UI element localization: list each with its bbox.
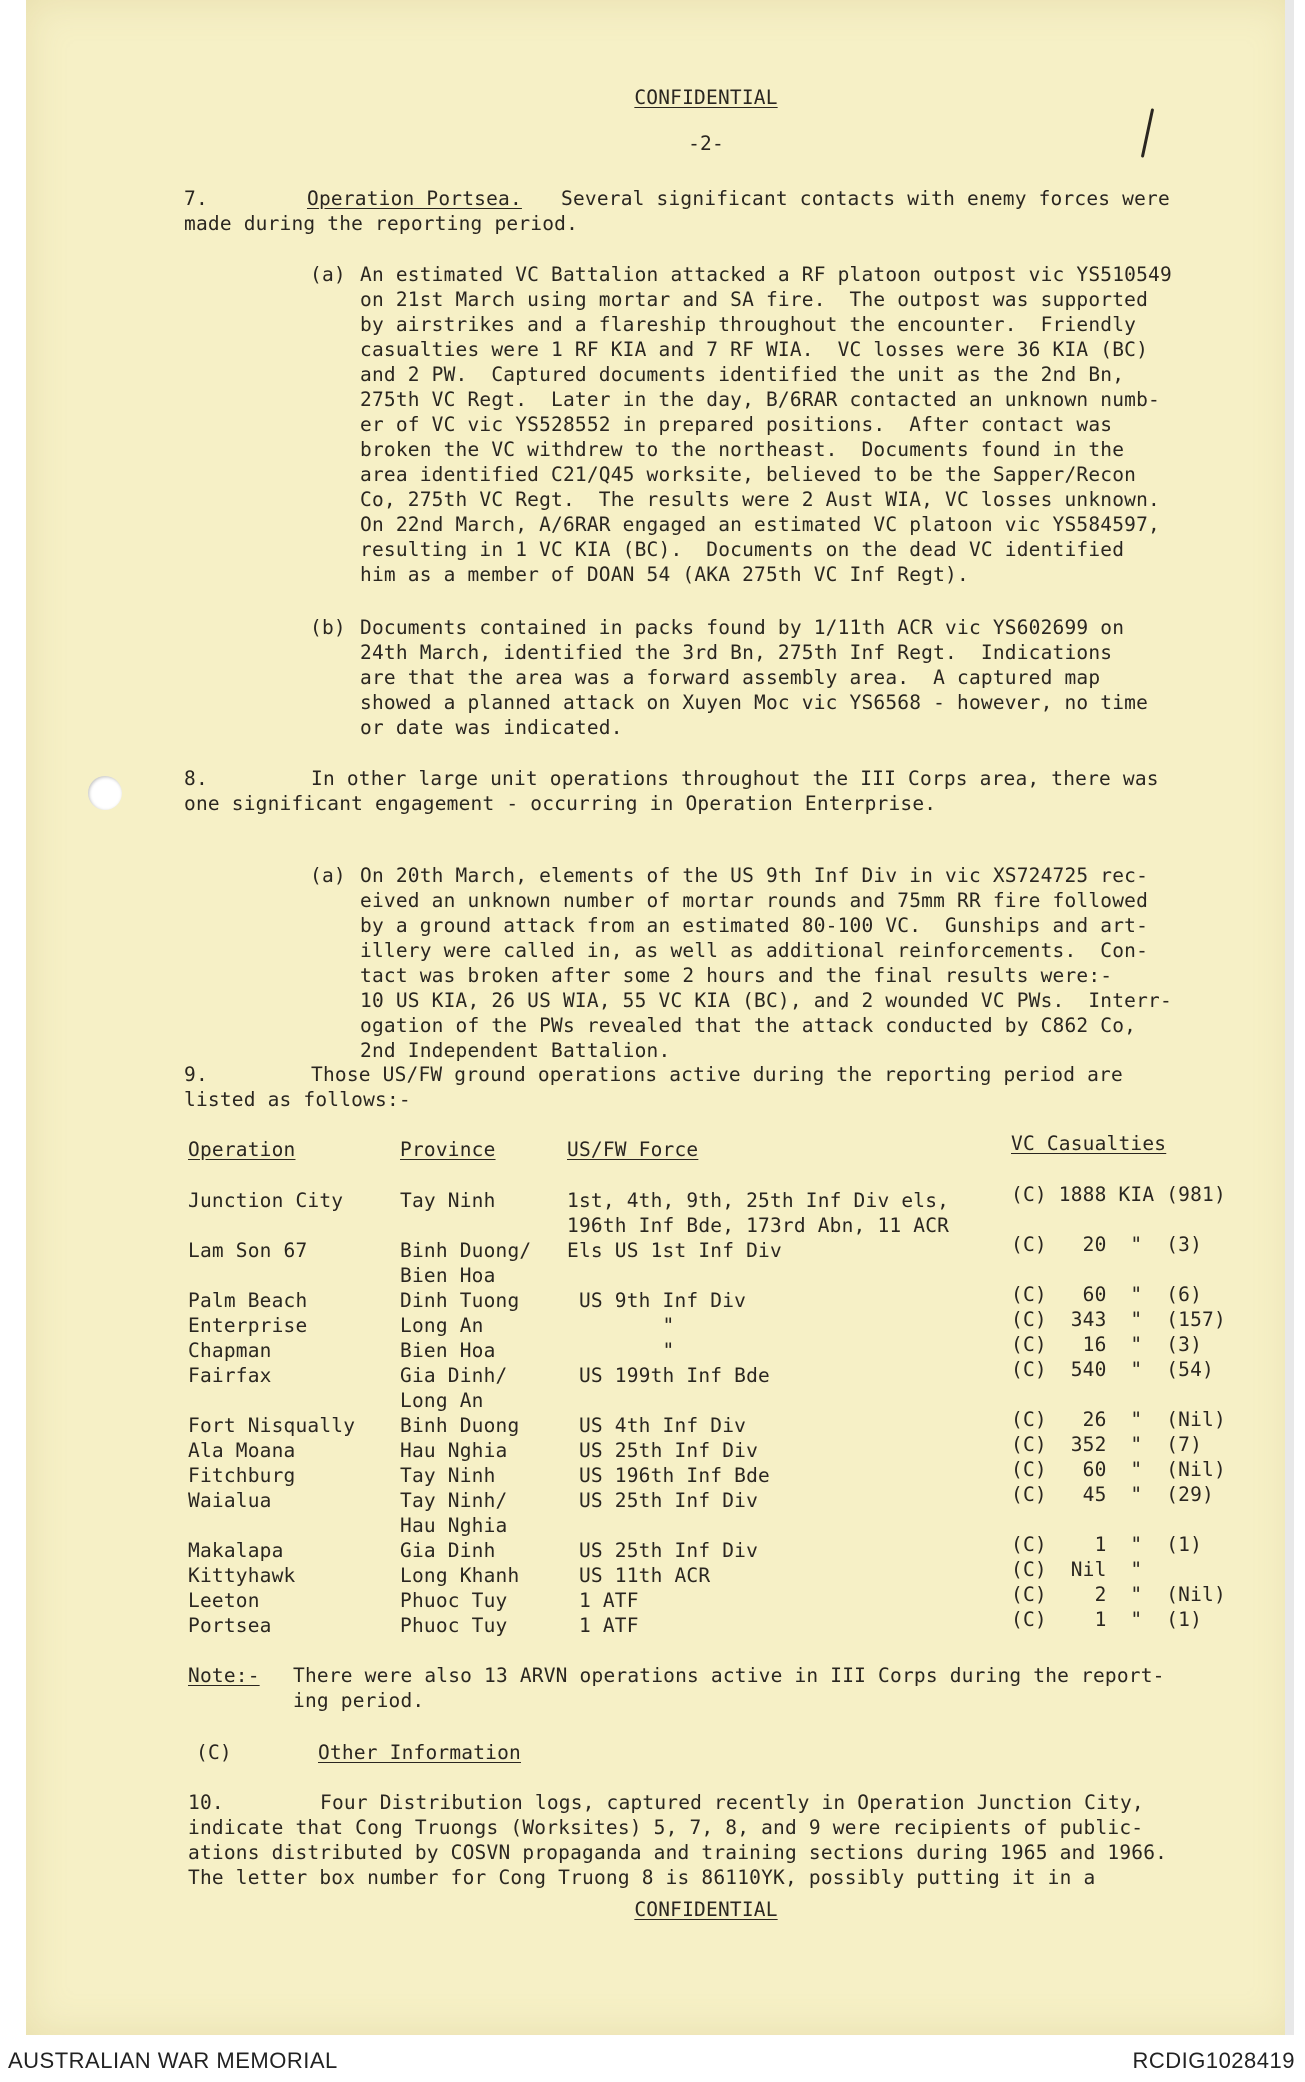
note-text: There were also 13 ARVN operations active in III Corps during the report-	[293, 1664, 1165, 1687]
table-cell-operation: Fairfax	[188, 1364, 272, 1387]
para-number: 10.	[188, 1791, 224, 1814]
subpara-text: 2nd Independent Battalion.	[360, 1039, 671, 1062]
table-cell-force: US 25th Inf Div	[567, 1539, 759, 1562]
subpara-label: (a)	[310, 263, 346, 286]
table-cell-casualties: (C) 540 " (54)	[1011, 1358, 1214, 1381]
para-text: In other large unit operations throughout the III Corps area, there was	[311, 767, 1159, 790]
para-text: one significant engagement - occurring in Operation Enterprise.	[184, 792, 937, 815]
table-cell-province: Bien Hoa	[400, 1339, 496, 1362]
subpara-text: An estimated VC Battalion attacked a RF platoon outpost vic YS510549	[360, 263, 1172, 286]
para-number: 7.	[184, 187, 208, 210]
subpara-text: and 2 PW. Captured documents identified the unit as the 2nd Bn,	[360, 363, 1125, 386]
subpara-text: on 21st March using mortar and SA fire. The outpost was supported	[360, 288, 1149, 311]
subpara-text: eived an unknown number of mortar rounds and 75mm RR fire followed	[360, 889, 1149, 912]
table-cell-force: US 196th Inf Bde	[567, 1464, 770, 1487]
table-cell-casualties: (C) 343 " (157)	[1011, 1308, 1226, 1331]
section-label: (C)	[196, 1741, 232, 1764]
table-cell-casualties: (C) 1 " (1)	[1011, 1608, 1203, 1631]
table-cell-province: Phuoc Tuy	[400, 1589, 508, 1612]
subpara-label: (a)	[310, 864, 346, 887]
subpara-text: showed a planned attack on Xuyen Moc vic YS6568 - however, no time	[360, 691, 1149, 714]
table-cell-province: Long Khanh	[400, 1564, 520, 1587]
table-cell-force: "	[567, 1314, 675, 1337]
table-cell-force: US 199th Inf Bde	[567, 1364, 770, 1387]
subpara-text: ogation of the PWs revealed that the attack conducted by C862 Co,	[360, 1014, 1137, 1037]
para-text: ations distributed by COSVN propaganda and training sections during 1965 and 1966.	[188, 1841, 1168, 1864]
note-label: Note:-	[188, 1664, 260, 1687]
table-cell-casualties: (C) 60 " (6)	[1011, 1283, 1203, 1306]
table-header-province: Province	[400, 1138, 496, 1161]
para-text: Several significant contacts with enemy forces were	[561, 187, 1170, 210]
table-cell-province: Long An	[400, 1314, 484, 1337]
table-cell-force: US 9th Inf Div	[567, 1289, 747, 1312]
subpara-text: 275th VC Regt. Later in the day, B/6RAR contacted an unknown numb-	[360, 388, 1160, 411]
table-cell-province: Gia Dinh	[400, 1539, 496, 1562]
table-cell-province: Binh Duong	[400, 1414, 520, 1437]
subpara-text: by a ground attack from an estimated 80-100 VC. Gunships and art-	[360, 914, 1149, 937]
subpara-text: illery were called in, as well as additional reinforcements. Con-	[360, 939, 1149, 962]
para-title: Operation Portsea.	[307, 187, 522, 210]
archive-source-label: AUSTRALIAN WAR MEMORIAL	[8, 2048, 338, 2073]
subpara-text: him as a member of DOAN 54 (AKA 275th VC Inf Regt).	[360, 563, 969, 586]
table-cell-operation: Fitchburg	[188, 1464, 296, 1487]
table-cell-operation: Waialua	[188, 1489, 272, 1512]
subpara-text: On 22nd March, A/6RAR engaged an estimated VC platoon vic YS584597,	[360, 513, 1160, 536]
para-text: indicate that Cong Truongs (Worksites) 5, 7, 8, and 9 were recipients of public-	[188, 1816, 1144, 1839]
subpara-text: broken the VC withdrew to the northeast. Documents found in the	[360, 438, 1125, 461]
para-text: Four Distribution logs, captured recently in Operation Junction City,	[320, 1791, 1144, 1814]
table-cell-force: 196th Inf Bde, 173rd Abn, 11 ACR	[567, 1214, 950, 1237]
archive-reference-id: RCDIG1028419	[1132, 2048, 1295, 2073]
punch-hole	[88, 776, 122, 810]
table-cell-province: Bien Hoa	[400, 1264, 496, 1287]
subpara-text: tact was broken after some 2 hours and the final results were:-	[360, 964, 1113, 987]
subpara-text: Documents contained in packs found by 1/11th ACR vic YS602699 on	[360, 616, 1125, 639]
subpara-text: On 20th March, elements of the US 9th Inf Div in vic XS724725 rec-	[360, 864, 1149, 887]
page-edge	[1285, 0, 1294, 2035]
table-cell-force: US 25th Inf Div	[567, 1489, 759, 1512]
table-cell-province: Tay Ninh	[400, 1464, 496, 1487]
table-cell-operation: Ala Moana	[188, 1439, 296, 1462]
para-text: The letter box number for Cong Truong 8 is 86110YK, possibly putting it in a	[188, 1866, 1096, 1889]
table-cell-province: Tay Ninh	[400, 1189, 496, 1212]
table-cell-operation: Enterprise	[188, 1314, 308, 1337]
note-text: ing period.	[293, 1689, 425, 1712]
table-cell-province: Long An	[400, 1389, 484, 1412]
subpara-text: 24th March, identified the 3rd Bn, 275th Inf Regt. Indications	[360, 641, 1113, 664]
table-cell-operation: Makalapa	[188, 1539, 284, 1562]
table-cell-casualties: (C) 16 " (3)	[1011, 1333, 1203, 1356]
table-cell-force: US 25th Inf Div	[567, 1439, 759, 1462]
para-text: listed as follows:-	[184, 1088, 411, 1111]
subpara-text: Co, 275th VC Regt. The results were 2 Aust WIA, VC losses unknown.	[360, 488, 1160, 511]
subpara-text: are that the area was a forward assembly area. A captured map	[360, 666, 1101, 689]
para-text: Those US/FW ground operations active during the reporting period are	[311, 1063, 1123, 1086]
table-cell-casualties: (C) 1 " (1)	[1011, 1533, 1203, 1556]
para-number: 8.	[184, 767, 208, 790]
table-header-operation: Operation	[188, 1138, 296, 1161]
table-header-force: US/FW Force	[567, 1138, 699, 1161]
document-page	[26, 0, 1294, 2035]
subpara-text: area identified C21/Q45 worksite, believed to be the Sapper/Recon	[360, 463, 1137, 486]
handwritten-mark	[1141, 108, 1154, 158]
table-cell-force: 1 ATF	[567, 1614, 639, 1637]
table-cell-casualties: (C) 20 " (3)	[1011, 1233, 1203, 1256]
subpara-text: by airstrikes and a flareship throughout the encounter. Friendly	[360, 313, 1137, 336]
subpara-text: casualties were 1 RF KIA and 7 RF WIA. VC losses were 36 KIA (BC)	[360, 338, 1149, 361]
table-cell-casualties: (C) 1888 KIA (981)	[1011, 1183, 1226, 1206]
section-title: Other Information	[318, 1741, 521, 1764]
table-cell-casualties: (C) 60 " (Nil)	[1011, 1458, 1226, 1481]
table-cell-force: 1 ATF	[567, 1589, 639, 1612]
table-cell-province: Dinh Tuong	[400, 1289, 520, 1312]
classification-footer: CONFIDENTIAL	[634, 1898, 778, 1921]
table-cell-casualties: (C) 2 " (Nil)	[1011, 1583, 1226, 1606]
table-cell-operation: Lam Son 67	[188, 1239, 308, 1262]
subpara-label: (b)	[310, 616, 346, 639]
subpara-text: or date was indicated.	[360, 716, 623, 739]
table-cell-force: "	[567, 1339, 675, 1362]
table-cell-province: Gia Dinh/	[400, 1364, 508, 1387]
para-number: 9.	[184, 1063, 208, 1086]
table-cell-operation: Junction City	[188, 1189, 344, 1212]
table-cell-province: Binh Duong/	[400, 1239, 532, 1262]
table-cell-casualties: (C) Nil "	[1011, 1558, 1143, 1581]
table-cell-force: Els US 1st Inf Div	[567, 1239, 782, 1262]
table-cell-force: 1st, 4th, 9th, 25th Inf Div els,	[567, 1189, 950, 1212]
table-cell-operation: Leeton	[188, 1589, 260, 1612]
table-cell-operation: Palm Beach	[188, 1289, 308, 1312]
para-text: made during the reporting period.	[184, 212, 579, 235]
table-cell-operation: Fort Nisqually	[188, 1414, 356, 1437]
table-cell-province: Tay Ninh/	[400, 1489, 508, 1512]
subpara-text: 10 US KIA, 26 US WIA, 55 VC KIA (BC), and 2 wounded VC PWs. Interr-	[360, 989, 1172, 1012]
classification-header: CONFIDENTIAL	[634, 86, 778, 109]
table-cell-operation: Kittyhawk	[188, 1564, 296, 1587]
table-cell-casualties: (C) 45 " (29)	[1011, 1483, 1214, 1506]
table-cell-province: Phuoc Tuy	[400, 1614, 508, 1637]
table-header-casualties: VC Casualties	[1011, 1132, 1167, 1155]
page-number: -2-	[688, 132, 724, 155]
table-cell-operation: Portsea	[188, 1614, 272, 1637]
table-cell-casualties: (C) 26 " (Nil)	[1011, 1408, 1226, 1431]
table-cell-province: Hau Nghia	[400, 1439, 508, 1462]
table-cell-force: US 4th Inf Div	[567, 1414, 747, 1437]
subpara-text: er of VC vic YS528552 in prepared positions. After contact was	[360, 413, 1113, 436]
subpara-text: resulting in 1 VC KIA (BC). Documents on the dead VC identified	[360, 538, 1125, 561]
table-cell-casualties: (C) 352 " (7)	[1011, 1433, 1203, 1456]
table-cell-province: Hau Nghia	[400, 1514, 508, 1537]
table-cell-force: US 11th ACR	[567, 1564, 711, 1587]
table-cell-operation: Chapman	[188, 1339, 272, 1362]
